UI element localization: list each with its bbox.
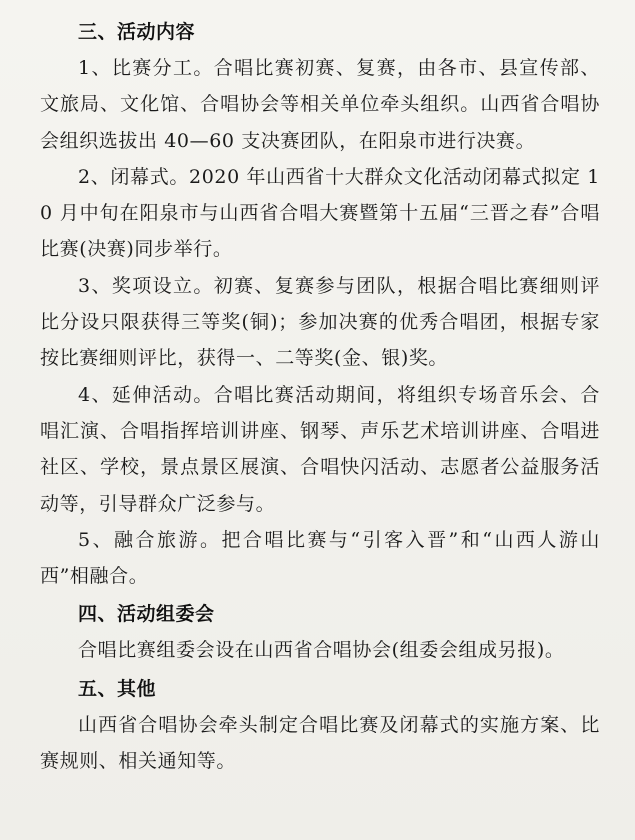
section-heading: 三、活动内容 xyxy=(78,21,196,43)
paragraph: 1、比赛分工。合唱比赛初赛、复赛，由各市、县宣传部、文旅局、文化馆、合唱协会等相关单位牵头组织。山西省合唱协会组织选拔出 40—60 支决赛团队，在阳泉市进行决赛。 xyxy=(40,57,600,152)
document-body xyxy=(40,14,600,779)
section-organizing-committee xyxy=(40,596,600,668)
section-activity-content xyxy=(40,14,600,594)
paragraph: 4、延伸活动。合唱比赛活动期间，将组织专场音乐会、合唱汇演、合唱指挥培训讲座、钢琴、声乐艺术培训讲座、合唱进社区、学校，景点景区展演、合唱快闪活动、志愿者公益服务活动等，引导群众广泛参与。 xyxy=(40,383,600,515)
section-heading: 五、其他 xyxy=(78,677,157,700)
paragraph: 3、奖项设立。初赛、复赛参与团队，根据合唱比赛细则评比分设只限获得三等奖(铜)；参加决赛的优秀合唱团，根据专家按比赛细则评比，获得一、二等奖(金、银)奖。 xyxy=(40,274,600,370)
paragraph: 山西省合唱协会牵头制定合唱比赛及闭幕式的实施方案、比赛规则、相关通知等。 xyxy=(40,713,600,773)
paragraph: 5、融合旅游。把合唱比赛与“引客入晋”和“山西人游山西”相融合。 xyxy=(40,528,600,588)
paragraph: 合唱比赛组委会设在山西省合唱协会(组委会组成另报)。 xyxy=(78,639,565,662)
section-heading: 四、活动组委会 xyxy=(78,603,215,626)
section-other xyxy=(40,671,600,780)
paragraph: 2、闭幕式。2020 年山西省十大群众文化活动闭幕式拟定 10 月中旬在阳泉市与山西省合唱大赛暨第十五届“三晋之春”合唱比赛(决赛)同步举行。 xyxy=(40,165,600,261)
